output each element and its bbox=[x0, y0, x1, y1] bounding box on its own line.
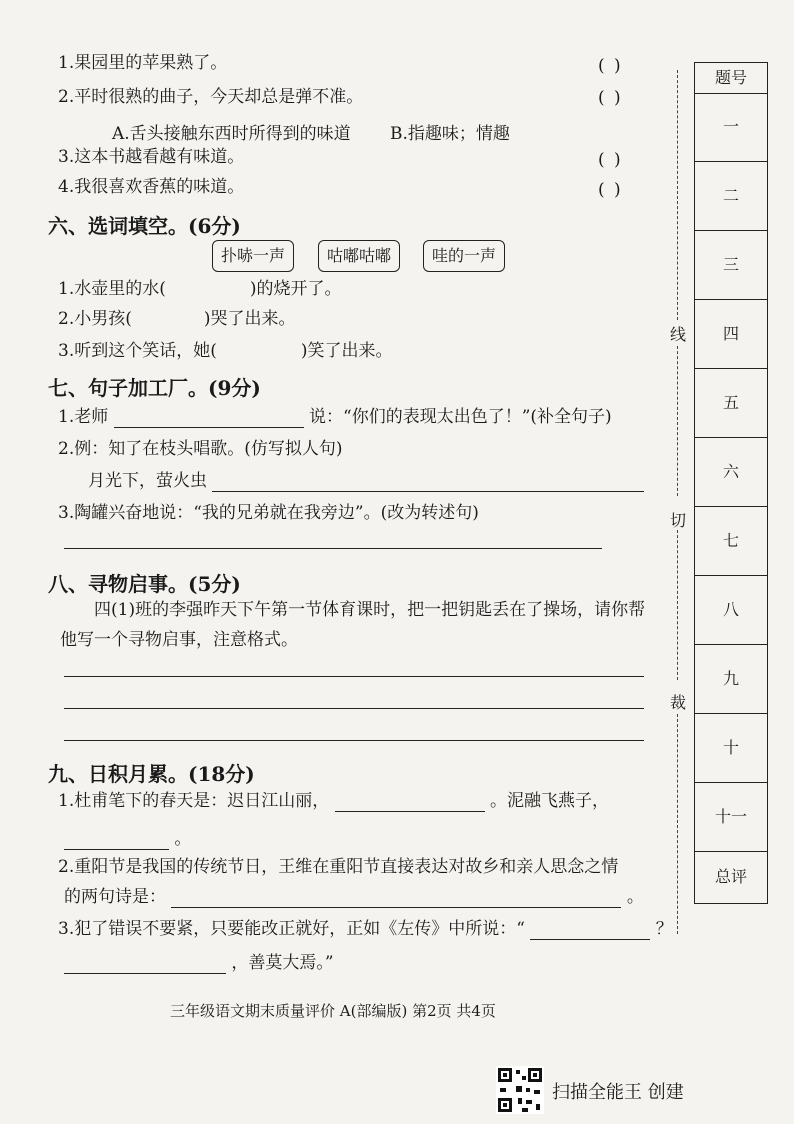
section-8-title: 八、寻物启事。(5分) bbox=[48, 572, 241, 596]
score-row-5: 五 bbox=[695, 368, 767, 438]
score-row-3: 三 bbox=[695, 230, 767, 300]
cut-line-bottom bbox=[677, 714, 678, 934]
qr-code-icon bbox=[496, 1066, 544, 1114]
q7-blank-1[interactable] bbox=[114, 409, 304, 428]
q7-item-2: 2.例：知了在枝头唱歌。(仿写拟人句) bbox=[58, 439, 343, 459]
q5-answer-paren-1[interactable]: ( ) bbox=[598, 56, 623, 76]
q7-blank-2[interactable] bbox=[212, 473, 644, 492]
q7-item-3: 3.陶罐兴奋地说：“我的兄弟就在我旁边”。(改为转述句) bbox=[58, 503, 479, 523]
q9-item-2-cont: 的两句诗是： 。 bbox=[64, 887, 644, 907]
q9-item-1-cont: 。 bbox=[64, 828, 191, 850]
section-6-title: 六、选词填空。(6分) bbox=[48, 214, 241, 238]
score-row-11: 十一 bbox=[695, 782, 767, 852]
q5-item-4: 4.我很喜欢香蕉的味道。 bbox=[58, 177, 245, 197]
word-option-1: 扑哧一声 bbox=[212, 240, 294, 272]
cut-line-label-3: 裁 bbox=[670, 693, 687, 712]
word-option-2: 咕嘟咕嘟 bbox=[318, 240, 400, 272]
q5-answer-paren-2[interactable]: ( ) bbox=[598, 88, 623, 108]
scanner-watermark: 扫描全能王 创建 bbox=[552, 1082, 684, 1103]
q5-answer-paren-4[interactable]: ( ) bbox=[598, 180, 623, 200]
q6-item-1: 1.水壶里的水( )的烧开了。 bbox=[58, 279, 342, 299]
q5-option-b: B.指趣味；情趣 bbox=[390, 124, 510, 144]
q8-answer-line-1[interactable] bbox=[64, 676, 644, 677]
q9-item-1: 1.杜甫笔下的春天是：迟日江山丽， 。泥融飞燕子， bbox=[58, 791, 610, 811]
score-row-7: 七 bbox=[695, 506, 767, 576]
section-7-title: 七、句子加工厂。(9分) bbox=[48, 376, 261, 400]
q5-option-a: A.舌头接触东西时所得到的味道 bbox=[112, 124, 351, 144]
q6-item-3: 3.听到这个笑话，她( )笑了出来。 bbox=[58, 341, 393, 361]
score-row-1: 一 bbox=[695, 93, 767, 162]
q5-item-1: 1.果园里的苹果熟了。 bbox=[58, 53, 228, 73]
score-row-4: 四 bbox=[695, 299, 767, 369]
cut-line-mid-1 bbox=[677, 346, 678, 496]
q9-blank-1a[interactable] bbox=[335, 793, 485, 812]
cut-line-label-1: 线 bbox=[670, 325, 687, 344]
q7-answer-line-3[interactable] bbox=[64, 548, 602, 549]
q9-item-3-cont: ，善莫大焉。” bbox=[64, 952, 334, 974]
score-row-10: 十 bbox=[695, 713, 767, 783]
q9-blank-3b[interactable] bbox=[64, 955, 226, 974]
q9-blank-2[interactable] bbox=[171, 889, 621, 908]
q8-answer-line-3[interactable] bbox=[64, 740, 644, 741]
page-footer: 三年级语文期末质量评价 A(部编版) 第2页 共4页 bbox=[170, 1002, 496, 1020]
word-option-3: 哇的一声 bbox=[423, 240, 505, 272]
q7-item-1: 1.老师 说：“你们的表现太出色了！”(补全句子) bbox=[58, 407, 612, 427]
q9-blank-3a[interactable] bbox=[530, 921, 650, 940]
cut-line-top bbox=[677, 70, 678, 320]
score-row-total: 总评 bbox=[714, 867, 747, 886]
section-9-title: 九、日积月累。(18分) bbox=[48, 762, 255, 786]
q5-item-3: 3.这本书越看越有味道。 bbox=[58, 147, 245, 167]
cut-line-mid-2 bbox=[677, 530, 678, 680]
score-row-6: 六 bbox=[695, 437, 767, 507]
q9-item-3: 3.犯了错误不要紧，只要能改正就好，正如《左传》中所说：“ ？ bbox=[58, 919, 673, 939]
score-table-header: 题号 bbox=[695, 63, 767, 94]
score-row-9: 九 bbox=[695, 644, 767, 714]
q9-item-2: 2.重阳节是我国的传统节日，王维在重阳节直接表达对故乡和亲人思念之情 bbox=[58, 857, 619, 877]
q8-prompt: 四(1)班的李强昨天下午第一节体育课时，把一把钥匙丢在了操场，请你帮他写一个寻物启事，注意格式。 bbox=[60, 600, 646, 650]
q6-item-2: 2.小男孩( )哭了出来。 bbox=[58, 309, 296, 329]
q5-item-2: 2.平时很熟的曲子，今天却总是弹不准。 bbox=[58, 87, 364, 107]
score-row-8: 八 bbox=[695, 575, 767, 645]
score-table bbox=[694, 62, 768, 904]
q5-answer-paren-3[interactable]: ( ) bbox=[598, 150, 623, 170]
cut-line-label-2: 切 bbox=[670, 511, 687, 530]
q9-blank-1b[interactable] bbox=[64, 831, 169, 850]
q8-answer-line-2[interactable] bbox=[64, 708, 644, 709]
q7-item-2-prompt: 月光下，萤火虫 bbox=[88, 470, 644, 492]
score-row-2: 二 bbox=[695, 161, 767, 231]
